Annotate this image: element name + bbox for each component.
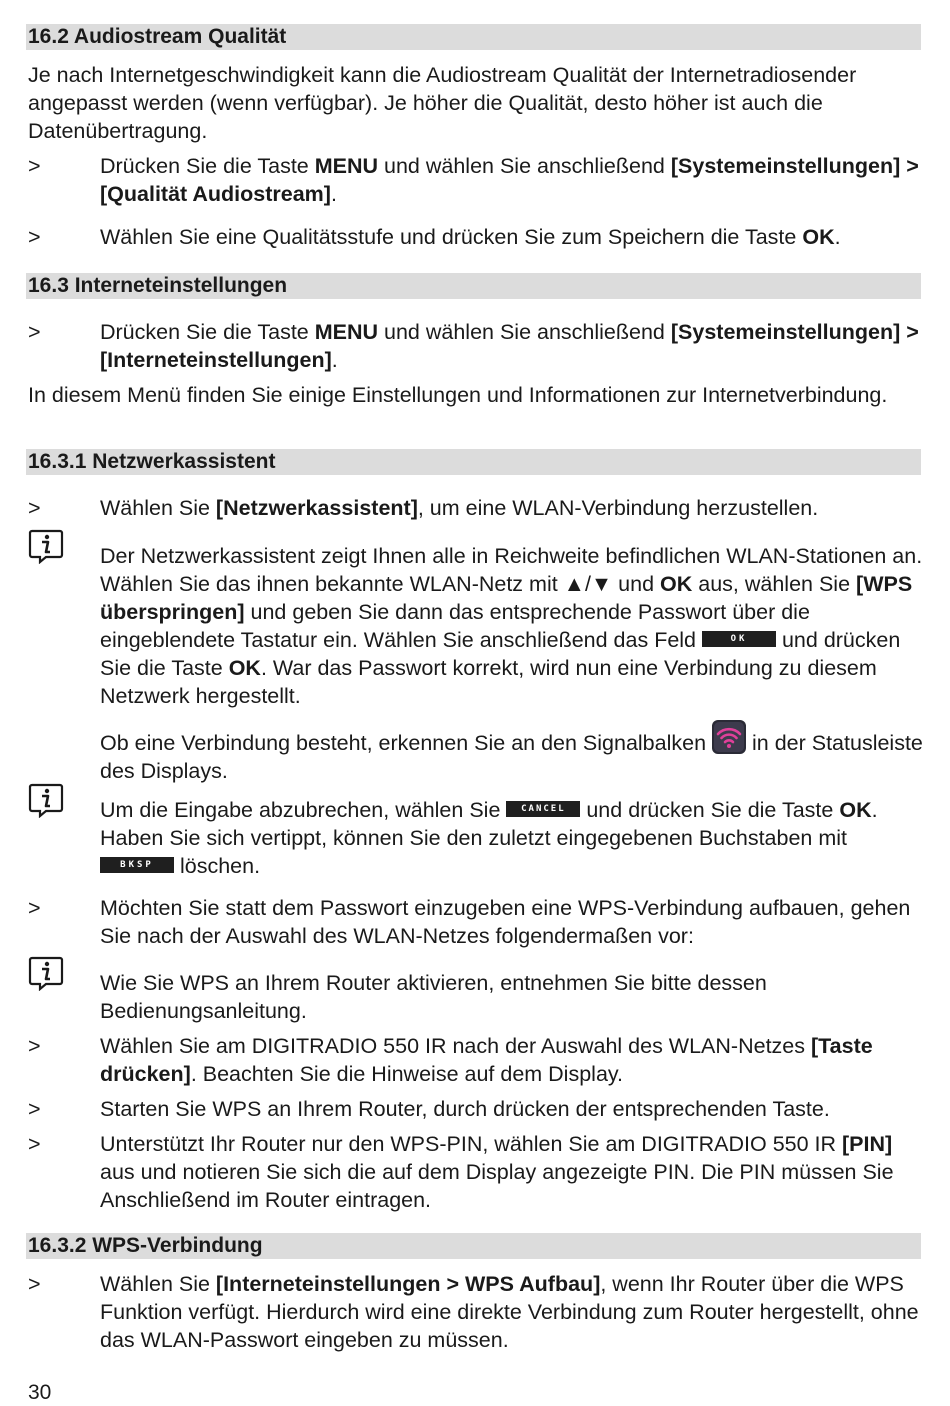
backspace-key-icon: BKSP <box>100 857 174 873</box>
step-text: Drücken Sie die Taste MENU und wählen Sie anschließend [Systemeinstellungen] > [Interneteinstellungen]. <box>100 320 919 372</box>
info-icon <box>28 782 64 818</box>
info-text: Der Netzwerkassistent zeigt Ihnen alle in Reichweite befindlichen WLAN-Stationen an. Wählen Sie das ihnen bekannte WLAN-Netz mit ▲/▼ und OK aus, wählen Sie [WPS überspringen] und geben Sie dann das entsprechende Passwort über die eingeblendete Tastatur ein. Wählen Sie anschließend das Feld OK und drücken Sie die Taste OK. War das Passwort korrekt, wird nun eine Verbindung zu diesem Netzwerk hergestellt. <box>100 544 923 708</box>
section-heading-16-3-1: 16.3.1 Netzwerkassistent <box>26 449 921 475</box>
bullet-marker: > <box>28 1272 41 1296</box>
paragraph-audiostream-intro: Je nach Internetgeschwindigkeit kann die Audiostream Qualität der Internetradiosender angepasst werden (wenn verfügbar). Je höher die Qualität, desto höher ist auch die Datenübertragung. <box>28 63 857 143</box>
info-icon <box>28 528 64 564</box>
info-icon <box>28 955 64 991</box>
step-text: Drücken Sie die Taste MENU und wählen Sie anschließend [Systemeinstellungen] > [Qualität Audiostream]. <box>100 154 919 206</box>
step-text: Wählen Sie [Interneteinstellungen > WPS Aufbau], wenn Ihr Router über die WPS Funktion verfügt. Hierdurch wird eine direkte Verbindung zum Router hergestellt, ohne das WLAN-Passwort eingeben zu müssen. <box>100 1272 919 1352</box>
bullet-marker: > <box>28 1034 41 1058</box>
info-text: Wie Sie WPS an Ihrem Router aktivieren, entnehmen Sie bitte dessen Bedienungsanleitung. <box>100 971 767 1023</box>
bullet-marker: > <box>28 496 41 520</box>
step-text: Wählen Sie [Netzwerkassistent], um eine WLAN-Verbindung herzustellen. <box>100 496 819 520</box>
bullet-marker: > <box>28 320 41 344</box>
wifi-signal-icon <box>712 720 746 754</box>
step-text: Unterstützt Ihr Router nur den WPS-PIN, wählen Sie am DIGITRADIO 550 IR [PIN] aus und notieren Sie sich die auf dem Display angezeigte PIN. Die PIN müssen Sie Anschließend im Router eintragen. <box>100 1132 894 1212</box>
bullet-marker: > <box>28 225 41 249</box>
cancel-key-icon: CANCEL <box>506 801 580 817</box>
page-number: 30 <box>28 1381 52 1404</box>
step-text: Starten Sie WPS an Ihrem Router, durch drücken der entsprechenden Taste. <box>100 1097 830 1121</box>
bullet-marker: > <box>28 1097 41 1121</box>
step-text: Wählen Sie eine Qualitätsstufe und drücken Sie zum Speichern die Taste OK. <box>100 225 841 249</box>
section-heading-16-2: 16.2 Audiostream Qualität <box>26 24 921 50</box>
section-heading-16-3-2: 16.3.2 WPS-Verbindung <box>26 1233 921 1259</box>
bullet-marker: > <box>28 154 41 178</box>
bullet-marker: > <box>28 1132 41 1156</box>
section-heading-16-3: 16.3 Interneteinstellungen <box>26 273 921 299</box>
paragraph-internet-intro: In diesem Menü finden Sie einige Einstellungen und Informationen zur Internetverbindung. <box>28 383 888 407</box>
ok-key-icon: OK <box>702 631 776 647</box>
info-text: Um die Eingabe abzubrechen, wählen Sie CANCEL und drücken Sie die Taste OK. Haben Sie sich vertippt, können Sie den zuletzt eingegebenen Buchstaben mit BKSP löschen. <box>100 798 878 878</box>
bullet-marker: > <box>28 896 41 920</box>
info-text: Ob eine Verbindung besteht, erkennen Sie an den Signalbalken in der Statusleiste des Displays. <box>100 720 923 785</box>
step-text: Wählen Sie am DIGITRADIO 550 IR nach der Auswahl des WLAN-Netzes [Taste drücken]. Beachten Sie die Hinweise auf dem Display. <box>100 1034 873 1086</box>
step-text: Möchten Sie statt dem Passwort einzugeben eine WPS-Verbindung aufbauen, gehen Sie nach der Auswahl des WLAN-Netzes folgendermaßen vor: <box>100 896 911 948</box>
